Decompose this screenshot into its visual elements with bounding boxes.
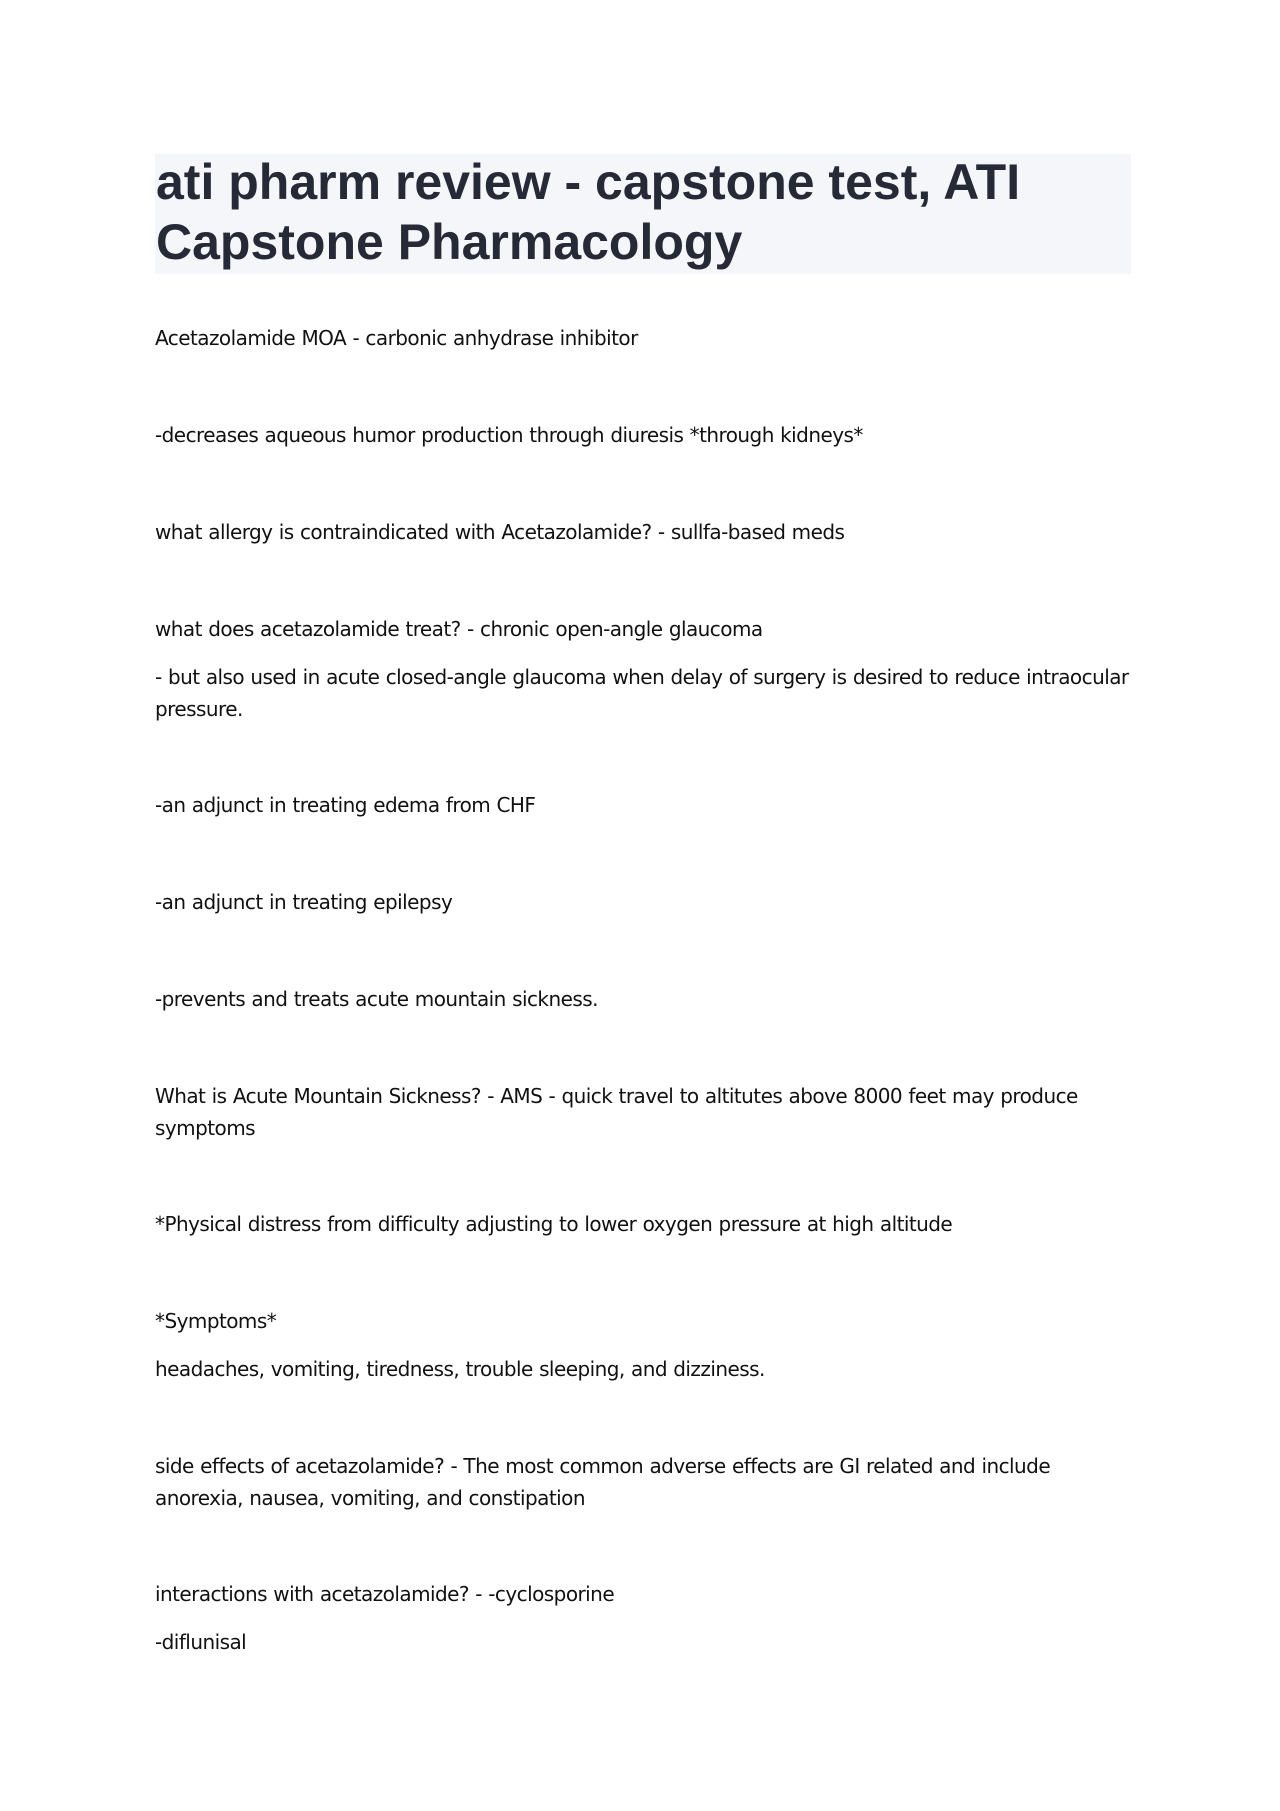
paragraph-edema-chf: -an adjunct in treating edema from CHF <box>155 793 536 817</box>
title-banner <box>155 154 1131 274</box>
document-title: ati pharm review - capstone test, ATI Capstone Pharmacology <box>156 154 1021 270</box>
paragraph-what-is-ams: What is Acute Mountain Sickness? - AMS - quick travel to altitutes above 8000 feet may produce symptoms <box>155 1084 1078 1140</box>
paragraph-what-it-treats: what does acetazolamide treat? - chronic open-angle glaucoma <box>155 617 763 641</box>
paragraph-acetazolamide-moa: Acetazolamide MOA - carbonic anhydrase inhibitor <box>155 326 638 350</box>
paragraph-mountain-sickness: -prevents and treats acute mountain sickness. <box>155 987 598 1011</box>
paragraph-epilepsy: -an adjunct in treating epilepsy <box>155 890 453 914</box>
paragraph-diflunisal: -diflunisal <box>155 1630 247 1654</box>
paragraph-symptoms-heading: *Symptoms* <box>155 1309 277 1333</box>
paragraph-side-effects: side effects of acetazolamide? - The most common adverse effects are GI related and include anorexia, nausea, vomiting, and constipation <box>155 1454 1051 1510</box>
paragraph-allergy-contraindication: what allergy is contraindicated with Acetazolamide? - sullfa-based meds <box>155 520 845 544</box>
paragraph-symptoms-list: headaches, vomiting, tiredness, trouble sleeping, and dizziness. <box>155 1357 765 1381</box>
paragraph-decreases-aqueous-humor: -decreases aqueous humor production through diuresis *through kidneys* <box>155 423 863 447</box>
paragraph-closed-angle-glaucoma: - but also used in acute closed-angle glaucoma when delay of surgery is desired to reduce intraocular pressure. <box>155 665 1129 721</box>
paragraph-interactions: interactions with acetazolamide? - -cyclosporine <box>155 1582 615 1606</box>
paragraph-physical-distress: *Physical distress from difficulty adjusting to lower oxygen pressure at high altitude <box>155 1212 953 1236</box>
